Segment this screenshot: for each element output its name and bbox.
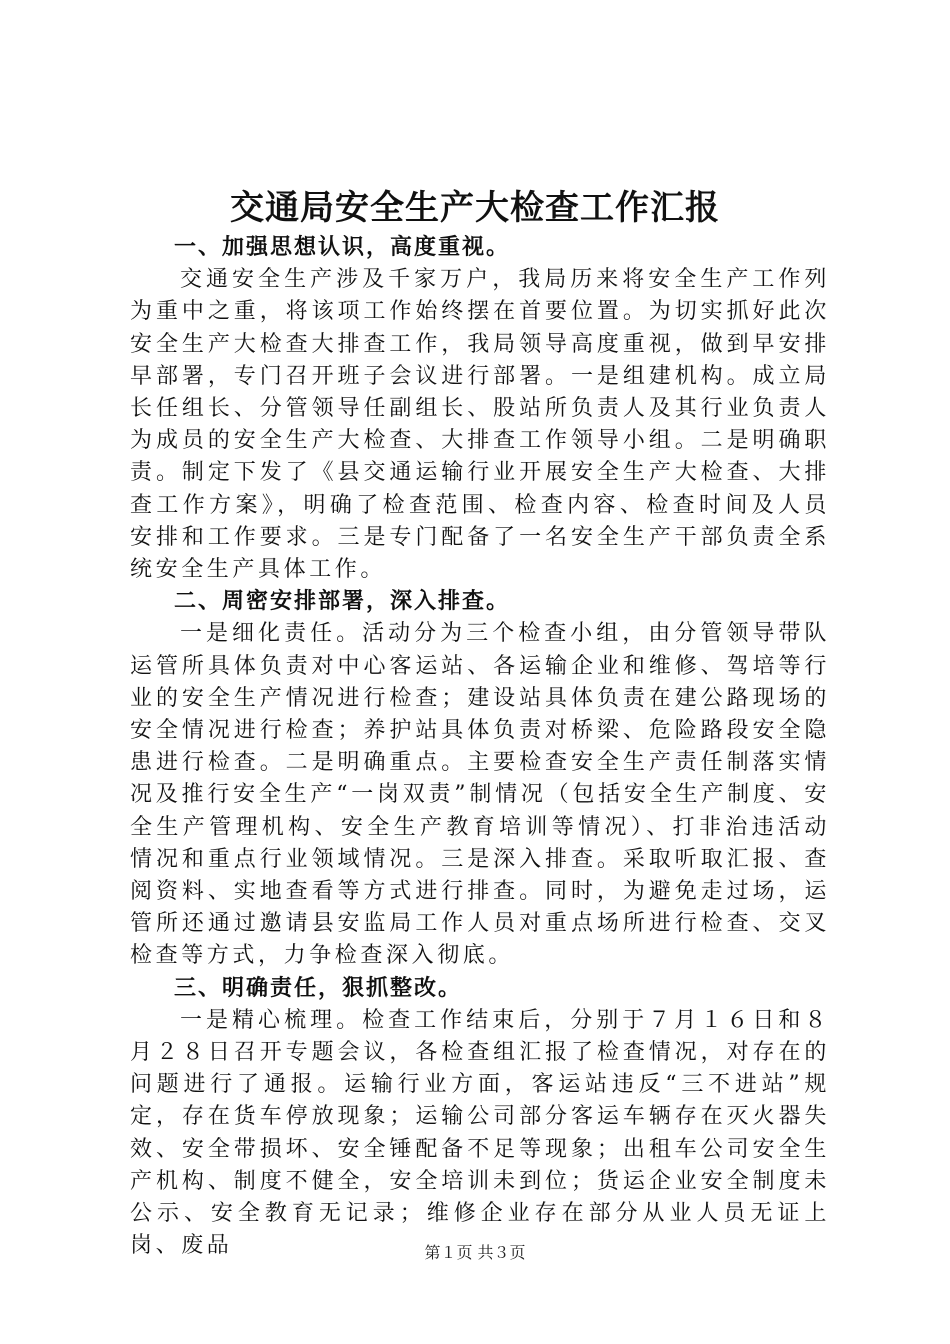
section-heading-3: 三、明确责任，狠抓整改。 <box>174 975 463 1001</box>
section-paragraph-2: 一是细化责任。活动分为三个检查小组，由分管领导带队运管所具体负责对中心客运站、各运输企业和维修、驾培等行业的安全生产情况进行检查；建设站具体负责在建公路现场的安全情况进行检查；养护站具体负责对桥梁、危险路段安全隐患进行检查。二是明确重点。主要检查安全生产责任制落实情况及推行安全生产“一岗双责”制情况（包括安全生产制度、安全生产管理机构、安全生产教育培训等情况）、打非治违活动情况和重点行业领域情况。三是深入排查。采取听取汇报、查阅资料、实地查看等方式进行排查。同时，为避免走过场，运管所还通过邀请县安监局工作人员对重点场所进行检查、交叉检查等方式，力争检查深入彻底。 <box>130 621 830 969</box>
section-paragraph-1: 交通安全生产涉及千家万户，我局历来将安全生产工作列为重中之重，将该项工作始终摆在首要位置。为切实抓好此次安全生产大检查大排查工作，我局领导高度重视，做到早安排早部署，专门召开班子会议进行部署。一是组建机构。成立局长任组长、分管领导任副组长、股站所负责人及其行业负责人为成员的安全生产大检查、大排查工作领导小组。二是明确职责。制定下发了《县交通运输行业开展安全生产大检查、大排查工作方案》，明确了检查范围、检查内容、检查时间及人员安排和工作要求。三是专门配备了一名安全生产干部负责全系统安全生产具体工作。 <box>130 267 830 583</box>
section-heading-2: 二、周密安排部署，深入排查。 <box>174 589 511 615</box>
page-footer: 第１页 共３页 <box>424 1243 526 1262</box>
document-body <box>130 232 830 1263</box>
section-heading-1: 一、加强思想认识，高度重视。 <box>174 235 511 260</box>
section-paragraph-3: 一是精心梳理。检查工作结束后，分别于７月１６日和８月２８日召开专题会议，各检查组汇报了检查情况，对存在的问题进行了通报。运输行业方面，客运站违反“三不进站”规定，存在货车停放现象；运输公司部分客运车辆存在灭火器失效、安全带损坏、安全锤配备不足等现象；出租车公司安全生产机构、制度不健全，安全培训未到位；货运企业安全制度未公示、安全教育无记录；维修企业存在部分从业人员无证上岗、废品 <box>130 1007 830 1259</box>
document-title: 交通局安全生产大检查工作汇报 <box>230 188 720 228</box>
